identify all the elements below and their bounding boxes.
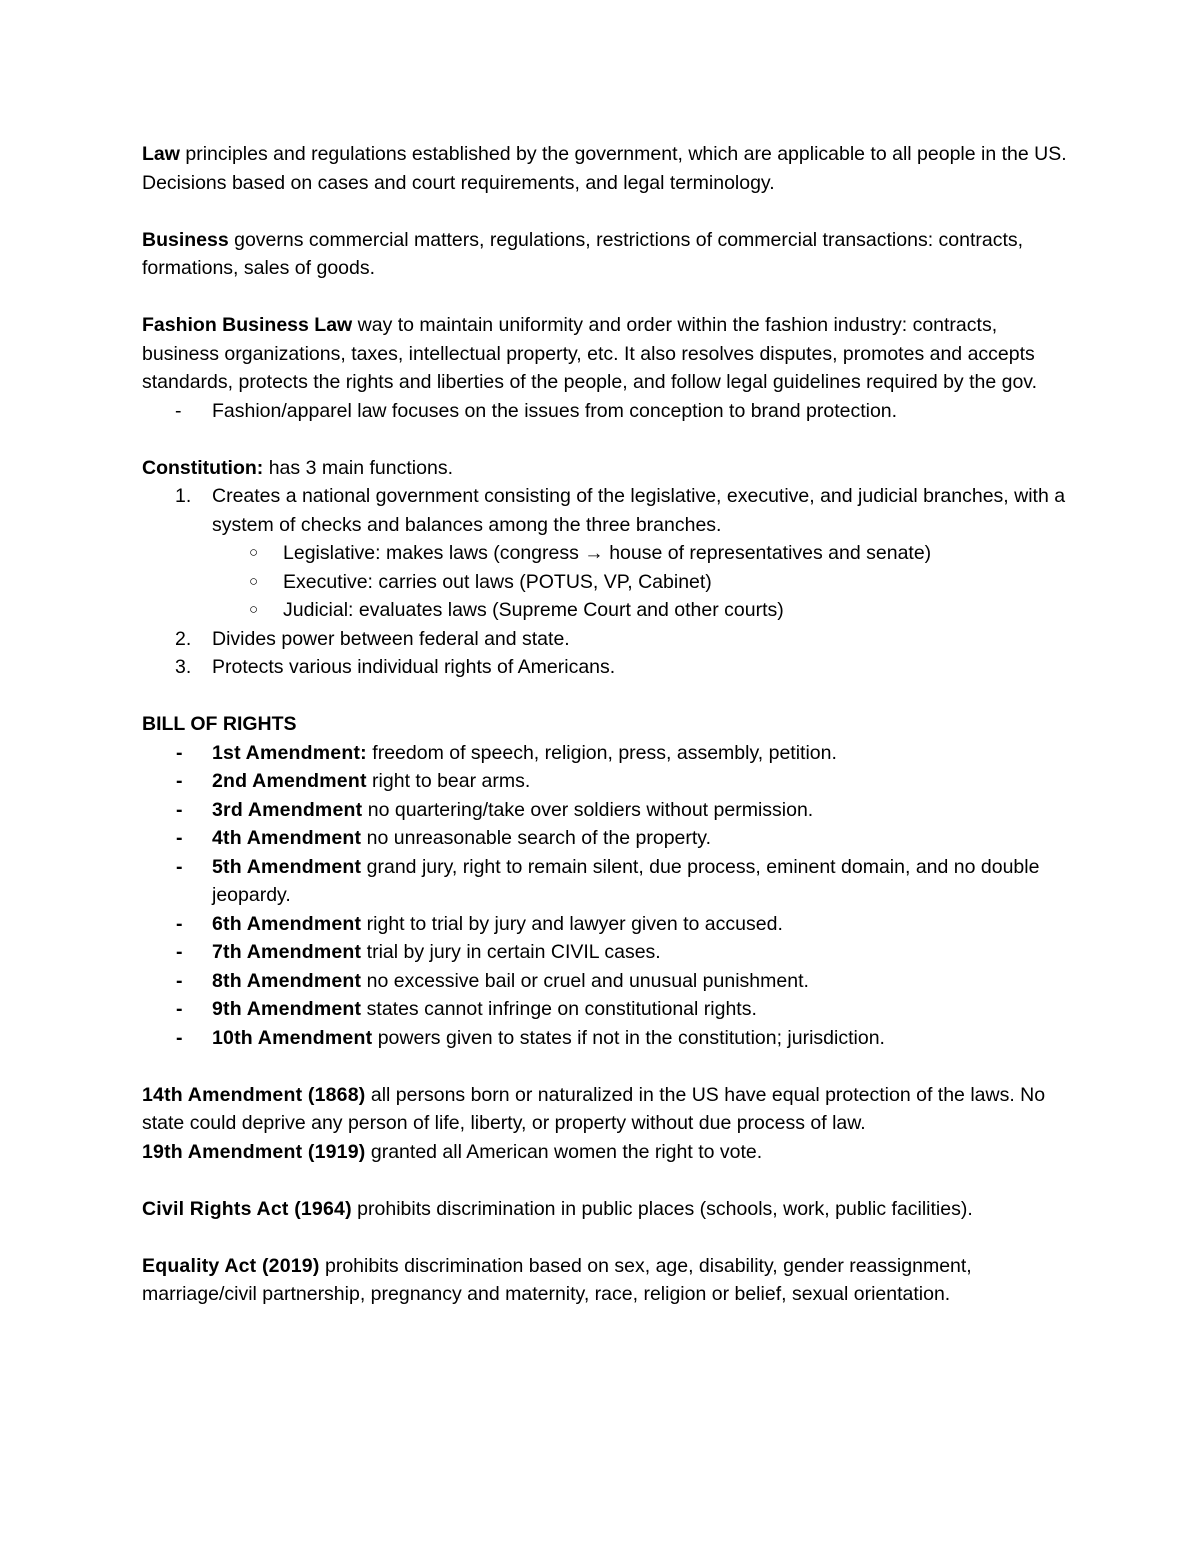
circle-bullet-icon: ○	[249, 544, 259, 561]
amendment-item	[142, 824, 1072, 853]
amendment-term: 1st Amendment:	[212, 741, 367, 764]
amendment-text: no quartering/take over soldiers without permission.	[362, 798, 814, 821]
amendment-item	[142, 796, 1072, 825]
civil-rights-term: Civil Rights Act (1964)	[142, 1197, 352, 1220]
constitution-item-1	[142, 482, 1072, 539]
amendment-19-term: 19th Amendment (1919)	[142, 1140, 366, 1163]
fashion-term: Fashion Business Law	[142, 314, 353, 336]
amendment-14-text: all persons born or naturalized in the US have equal protection of the laws. No state could deprive any person of life, liberty, or property without due process of law.	[142, 1083, 1046, 1134]
amendment-item	[142, 910, 1072, 939]
law-definition	[142, 140, 1072, 197]
dash-marker: -	[176, 969, 183, 992]
business-text: governs commercial matters, regulations, restrictions of commercial transactions: contracts, formations, sales of goods.	[142, 228, 1024, 279]
amendment-text: powers given to states if not in the constitution; jurisdiction.	[372, 1026, 885, 1049]
amendment-text: right to trial by jury and lawyer given to accused.	[361, 912, 783, 935]
amendment-text: grand jury, right to remain silent, due process, eminent domain, and no double jeopardy.	[212, 855, 1040, 906]
amendment-term: 8th Amendment	[212, 969, 362, 992]
amendment-text: right to bear arms.	[366, 770, 531, 792]
amendment-19	[142, 1138, 1072, 1167]
constitution-term: Constitution:	[142, 456, 264, 479]
amendment-term: 5th Amendment	[212, 855, 362, 878]
amendment-item	[142, 938, 1072, 967]
fashion-text: way to maintain uniformity and order within the fashion industry: contracts, business organizations, taxes, intellectual property, etc. It also resolves disputes, promotes and accepts standards, protects the rights and liberties of the people, and follow legal guidelines required by the gov.	[142, 314, 1038, 393]
business-term: Business	[142, 228, 229, 251]
equality-term: Equality Act (2019)	[142, 1254, 320, 1277]
amendment-text: states cannot infringe on constitutional rights.	[361, 998, 757, 1020]
amendment-term: 3rd Amendment	[212, 798, 363, 821]
amendment-term: 6th Amendment	[212, 912, 362, 935]
amendment-term: 9th Amendment	[212, 998, 362, 1020]
amendment-item	[142, 739, 1072, 768]
equality-act	[142, 1252, 1072, 1309]
equality-text: prohibits discrimination based on sex, age, disability, gender reassignment, marriage/civil partnership, pregnancy and maternity, race, religion or belief, sexual orientation.	[142, 1254, 972, 1305]
amendment-item	[142, 995, 1072, 1024]
dash-marker: -	[175, 399, 182, 422]
branch-item-text: Legislative: makes laws (congress → house of representatives and senate)	[283, 542, 932, 564]
dash-marker: -	[176, 770, 183, 792]
dash-marker: -	[176, 827, 183, 849]
dash-marker: -	[176, 1026, 183, 1049]
law-text: principles and regulations established by the government, which are applicable to all people in the US. Decisions based on cases and court requirements, and legal terminology.	[142, 143, 1067, 194]
branch-item-legislative	[142, 539, 1072, 568]
amendment-item	[142, 967, 1072, 996]
amendment-item	[142, 853, 1072, 910]
business-definition	[142, 226, 1072, 283]
branch-item-judicial	[142, 596, 1072, 625]
civil-rights-text: prohibits discrimination in public places (schools, work, public facilities).	[351, 1197, 973, 1220]
number-marker: 3.	[175, 656, 192, 678]
branch-item-text: Executive: carries out laws (POTUS, VP, Cabinet)	[283, 570, 712, 593]
bill-of-rights-list	[142, 739, 1072, 1053]
amendment-term: 7th Amendment	[212, 941, 362, 963]
amendment-19-text: granted all American women the right to vote.	[365, 1140, 763, 1163]
number-marker: 1.	[175, 485, 192, 507]
amendment-item	[142, 767, 1072, 796]
fashion-bullet	[142, 397, 1072, 426]
constitution-item-text: Creates a national government consisting of the legislative, executive, and judicial branches, with a system of checks and balances among the three branches.	[212, 485, 1066, 536]
amendment-text: no excessive bail or cruel and unusual punishment.	[361, 969, 809, 992]
constitution-item-text: Protects various individual rights of Americans.	[212, 656, 616, 678]
fashion-bullet-text: Fashion/apparel law focuses on the issues from conception to brand protection.	[212, 399, 898, 422]
amendment-term: 2nd Amendment	[212, 770, 367, 792]
branch-item-executive	[142, 568, 1072, 597]
dash-marker: -	[176, 912, 183, 935]
constitution-definition	[142, 454, 1072, 483]
constitution-item-3	[142, 653, 1072, 682]
amendment-14	[142, 1081, 1072, 1138]
dash-marker: -	[176, 941, 183, 963]
amendment-text: freedom of speech, religion, press, assembly, petition.	[366, 741, 837, 764]
amendment-text: no unreasonable search of the property.	[361, 827, 712, 849]
number-marker: 2.	[175, 627, 192, 650]
document-page	[142, 140, 1072, 1309]
amendment-term: 4th Amendment	[212, 827, 362, 849]
amendment-term: 10th Amendment	[212, 1026, 373, 1049]
dash-marker: -	[176, 741, 183, 764]
constitution-text: has 3 main functions.	[263, 456, 453, 479]
bill-of-rights-heading: BILL OF RIGHTS	[142, 713, 297, 735]
amendment-14-term: 14th Amendment (1868)	[142, 1083, 366, 1106]
dash-marker: -	[176, 798, 183, 821]
constitution-item-2	[142, 625, 1072, 654]
constitution-item-text: Divides power between federal and state.	[212, 627, 570, 650]
dash-marker: -	[176, 855, 183, 878]
fashion-business-law-definition	[142, 311, 1072, 397]
circle-bullet-icon: ○	[249, 601, 259, 618]
amendment-text: trial by jury in certain CIVIL cases.	[361, 941, 661, 963]
branch-item-text: Judicial: evaluates laws (Supreme Court and other courts)	[283, 599, 784, 621]
dash-marker: -	[176, 998, 183, 1020]
civil-rights-act	[142, 1195, 1072, 1224]
amendment-item	[142, 1024, 1072, 1053]
circle-bullet-icon: ○	[249, 572, 259, 590]
law-term: Law	[142, 143, 180, 165]
